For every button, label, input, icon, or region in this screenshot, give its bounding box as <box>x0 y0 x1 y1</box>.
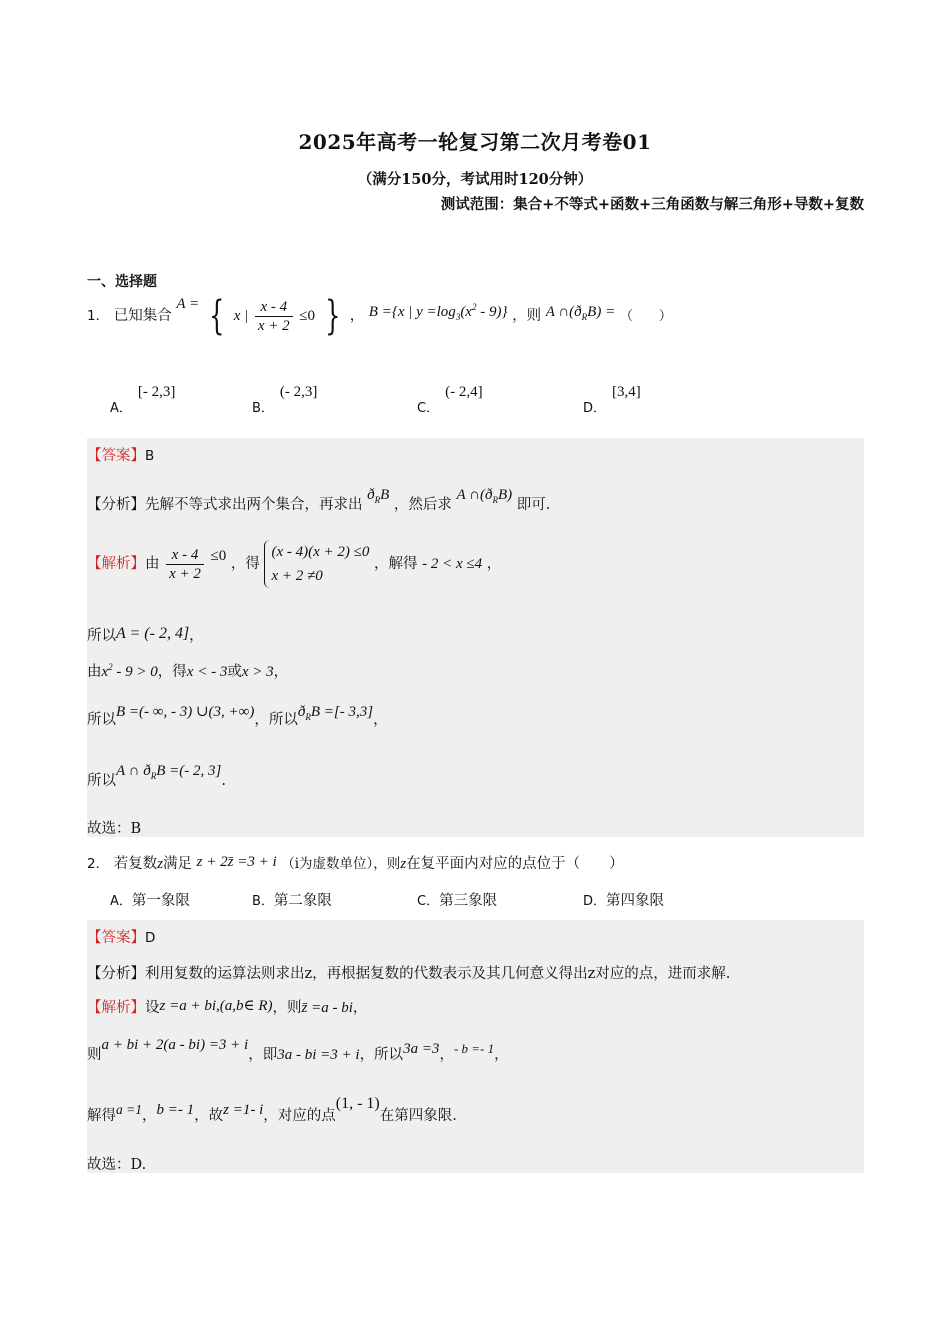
q1-option-a[interactable]: A．[- 2,3] <box>110 384 176 416</box>
q2-solution-step-3: 解得a =1，b =- 1，故z =1- i，对应的点(1, - 1)在第四象限. <box>87 1095 457 1124</box>
question-1: 1． 已知集合 A = { x | $\frac{x - 4}{x + 2}$ ≤0 } ， B ={x | $y =\log_3(x^2 - 9)$} ，则 A $\cap(ð_RB)$ = （ ） <box>87 293 672 339</box>
q1-solution-step-2: 所以A = (- 2, 4]， <box>87 625 204 644</box>
exam-subtitle: （满分150分，考试用时120分钟） <box>357 171 593 188</box>
set-a-fraction: $\frac{x - 4}{x + 2}$ <box>255 298 293 335</box>
test-scope: 测试范围：集合+不等式+函数+三角函数与解三角形+导数+复数 <box>440 196 864 213</box>
q1-option-b[interactable]: B．(- 2,3] <box>252 384 318 416</box>
q1-final-choice: 故选：B <box>87 821 142 837</box>
q1-answer: 【答案】B <box>87 448 155 464</box>
q2-final-choice: 故选：D. <box>87 1157 147 1173</box>
q1-solution-step-1: 【解析】由 $\frac{x - 4}{x + 2}$ ≤0 ，得 (x - 4)(x + 2) ≤0 x + 2 ≠0 ，解得 - 2 < x ≤4 ， <box>87 540 501 588</box>
q1-analysis: 【分析】先解不等式求出两个集合，再求出 $ð_RB$ ，然后求 A $\cap(ð_RB)$ 即可. <box>87 487 551 513</box>
q2-option-d[interactable]: D．第四象限 <box>583 893 665 909</box>
q2-analysis: 【分析】利用复数的运算法则求出z，再根据复数的代数表示及其几何意义得出z对应的点，进而求解. <box>87 966 731 982</box>
question-2: 2． 若复数z满足 z + 2z̄ =3 + i （i为虚数单位），则z在复平面内对应的点位于（ ） <box>87 854 624 872</box>
q1-option-d[interactable]: D．[3,4] <box>583 384 641 416</box>
q2-option-b[interactable]: B．第二象限 <box>252 893 332 909</box>
question-number: 1． <box>87 308 110 324</box>
q2-solution-step-2: 则a + bi + 2(a - bi) =3 + i，即3a - bi =3 + i，所以3a =3，- b =- 1， <box>87 1037 509 1063</box>
q2-solution-step-1: 【解析】设z =a + bi,(a,b∈ R)，则z̄ =a - bi， <box>87 998 368 1016</box>
inequality-system: (x - 4)(x + 2) ≤0 x + 2 ≠0 <box>264 540 369 588</box>
set-b-expression: B ={x | $y =\log_3(x^2 - 9)$} <box>368 302 508 322</box>
q2-option-a[interactable]: A．第一象限 <box>110 893 190 909</box>
section-heading: 一、选择题 <box>87 274 157 290</box>
q1-solution-step-5: 所以A ∩ $ð_RB$ =(- 2, 3]. <box>87 763 226 789</box>
exam-title: 2025年高考一轮复习第二次月考卷01 <box>298 130 652 154</box>
q1-solution-step-4: 所以B =(- ∞, - 3) ∪(3, +∞)，所以$ð_RB$ =[- 3,3]， <box>87 704 388 728</box>
target-expression: A $\cap(ð_RB)$ = <box>545 304 616 322</box>
q2-answer: 【答案】D <box>87 930 156 946</box>
q2-option-c[interactable]: C．第三象限 <box>417 893 498 909</box>
solution-fraction: $\frac{x - 4}{x + 2}$ <box>166 546 204 583</box>
question-number: 2． <box>87 856 110 872</box>
q1-option-c[interactable]: C．(- 2,4] <box>417 384 483 416</box>
q1-solution-step-3: 由$x^2 - 9 > 0$，得x < - 3或x > 3， <box>87 662 289 680</box>
